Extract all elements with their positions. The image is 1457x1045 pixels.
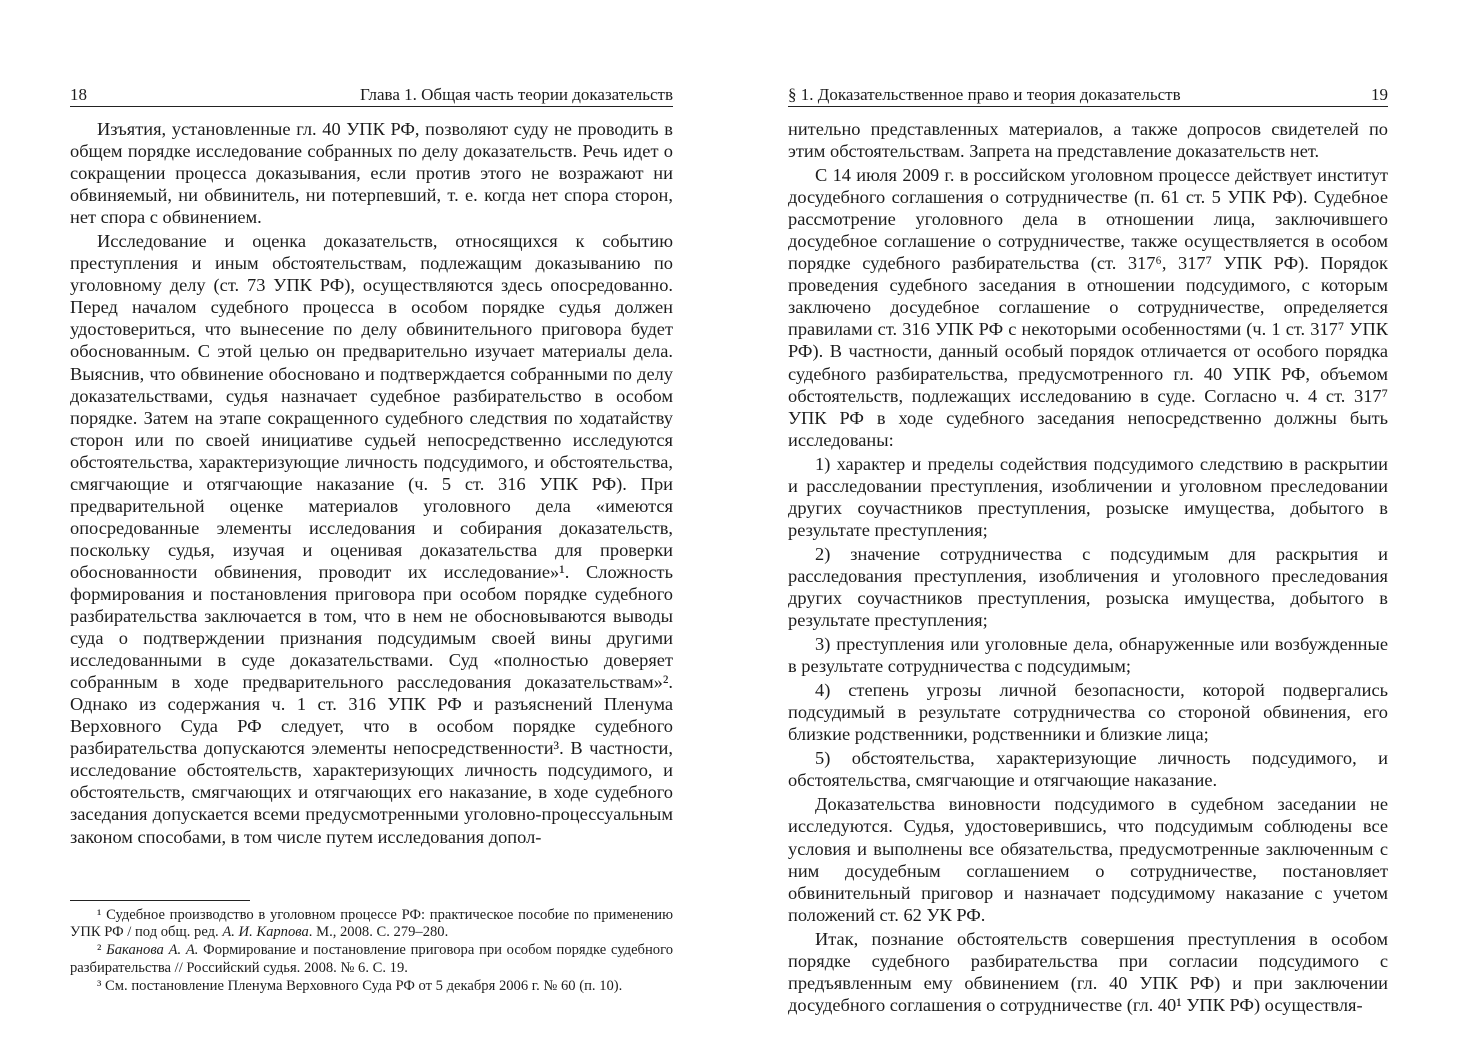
footnote-text: . М., 2008. С. 279–280. [308,924,449,941]
left-body-text [70,118,673,850]
footnote-marker: ² [97,942,102,959]
list-item: 4) степень угрозы личной безопасности, которой подвергались подсудимый в результате сотрудничества со стороной обвинения, его близкие родственники, родственники и близкие лица; [788,680,1388,745]
right-paragraph: Доказательства виновности подсудимого в судебном заседании не исследуются. Судья, удостоверившись, что подсудимым соблюдены все условия и выполнены все обязательства, предусмотренные заключенным с ним досудебным соглашением о сотрудничестве, постановляет обвинительный приговор и назначает подсудимому наказание с учетом положений ст. 62 УК РФ. [788,794,1388,925]
footnote [70,907,673,941]
footnote-text: Судебное производство в уголовном процессе РФ: практическое пособие по применению УПК РФ / под общ. ред. [70,907,673,941]
left-running-header [70,84,673,107]
footnote-text: См. постановление Пленума Верховного Суда РФ от 5 декабря 2006 г. № 60 (п. 10). [105,977,623,994]
footnote [70,942,673,976]
list-item: 3) преступления или уголовные дела, обнаруженные или возбужденные в результате сотрудничества с подсудимым; [788,634,1388,677]
footnote-author: А. И. Карпова [222,924,309,941]
right-page [728,0,1457,1045]
left-paragraph: Исследование и оценка доказательств, относящихся к событию преступления и иным обстоятельствам, подлежащим доказыванию по уголовному делу (ст. 73 УПК РФ), осуществляются здесь опосредованно. Перед началом судебного процесса в особом порядке судья должен удостовериться, что вынесение по делу обвинительного приговора будет обоснованным. С этой целью он предварительно изучает материалы дела. Выяснив, что обвинение обосновано и подтверждается собранными по делу доказательствами, судья назначает судебное разбирательство в особом порядке. Затем на этапе сокращенного судебного следствия по ходатайству сторон или по своей инициативе судьей непосредственно исследуются обстоятельства, характеризующие личность подсудимого, и обстоятельства, смягчающие и отягчающие наказание (ч. 5 ст. 316 УПК РФ). При предварительной оценке материалов уголовного дела «имеются опосредованные элементы исследования и собирания доказательств, поскольку судья, изучая и оценивая доказательства для проверки обоснованности обвинения, проводит их исследование»¹. Сложность формирования и постановления приговора при особом порядке судебного разбирательства заключается в том, что в нем не обосновываются выводы суда о подтверждении признания подсудимым своей вины другими исследованными в суде доказательствами. Суд «полностью доверяет собранным в ходе предварительного расследования доказательствам»². Однако из содержания ч. 1 ст. 316 УПК РФ и разъяснений Пленума Верховного Суда РФ следует, что в особом порядке судебного разбирательства допускаются элементы непосредственности³. В частности, исследование обстоятельств, характеризующих личность подсудимого, и обстоятельств, смягчающих и отягчающих его наказание, в ходе судебного заседания допускается всеми предусмотренными уголовно-процессуальным законом способами, в том числе путем исследования допол- [70,231,673,847]
right-running-head: § 1. Доказательственное право и теория доказательств [788,85,1181,104]
footnote-author: Баканова А. А. [106,942,199,959]
right-paragraph: Итак, познание обстоятельств совершения преступления в особом порядке судебного разбирательства при согласии подсудимого с предъявленным ему обвинением (гл. 40 УПК РФ) и при заключении досудебного соглашения о сотрудничестве (гл. 40¹ УПК РФ) осуществля- [788,928,1388,1015]
footnotes [70,900,673,996]
footnote-marker: ¹ [97,907,102,923]
list-item: 5) обстоятельства, характеризующие личность подсудимого, и обстоятельства, смягчающие и отягчающие наказание. [788,748,1388,791]
list-item: 2) значение сотрудничества с подсудимым для раскрытия и расследования преступления, изобличения и уголовного преследования других соучастников преступления, розыска имущества, добытого в результате преступления; [788,543,1388,631]
footnote-text: Формирование и постановление приговора при особом порядке судебного разбирательства // Российский судья. 2008. № 6. С. 19. [70,942,673,976]
left-page [0,0,728,1045]
left-paragraph: Изъятия, установленные гл. 40 УПК РФ, позволяют суду не проводить в общем порядке исследование собранных по делу доказательств. Речь идет о сокращении процесса доказывания, если против этого не возражают ни обвиняемый, ни обвинитель, ни потерпевший, т. е. когда нет спора сторон, нет спора с обвинением. [70,119,673,228]
left-running-head: Глава 1. Общая часть теории доказательств [359,85,673,104]
footnote [70,978,673,995]
list-item: 1) характер и пределы содействия подсудимого следствию в раскрытии и расследовании преступления, изобличении и уголовном преследовании других соучастников преступления, розыске имущества, добытого в результате преступления; [788,453,1388,540]
left-page-number: 18 [70,85,87,104]
right-page-number: 19 [1371,85,1388,104]
right-paragraph: нительно представленных материалов, а также допросов свидетелей по этим обстоятельствам. Запрета на представление доказательств нет. [788,119,1388,162]
right-running-header [788,84,1388,107]
footnote-marker: ³ [97,977,102,994]
footnote-divider [70,900,250,901]
right-paragraph: С 14 июля 2009 г. в российском уголовном процессе действует институт досудебного соглашения о сотрудничестве (п. 61 ст. 5 УПК РФ). Судебное рассмотрение уголовного дела в отношении лица, заключившего досудебное соглашение о сотрудничестве, также осуществляется в особом порядке судебного разбирательства (ст. 317⁶, 317⁷ УПК РФ). Порядок проведения судебного заседания в отношении подсудимого, с которым заключено досудебное соглашение о сотрудничестве, определяется правилами ст. 316 УПК РФ с некоторыми особенностями (ч. 1 ст. 317⁷ УПК РФ). В частности, данный особый порядок отличается от особого порядка судебного разбирательства, предусмотренного гл. 40 УПК РФ, объемом обстоятельств, подлежащих исследованию в суде. Согласно ч. 4 ст. 317⁷ УПК РФ в ходе судебного заседания непосредственно должны быть исследованы: [788,165,1388,450]
right-body-text [788,118,1388,1018]
